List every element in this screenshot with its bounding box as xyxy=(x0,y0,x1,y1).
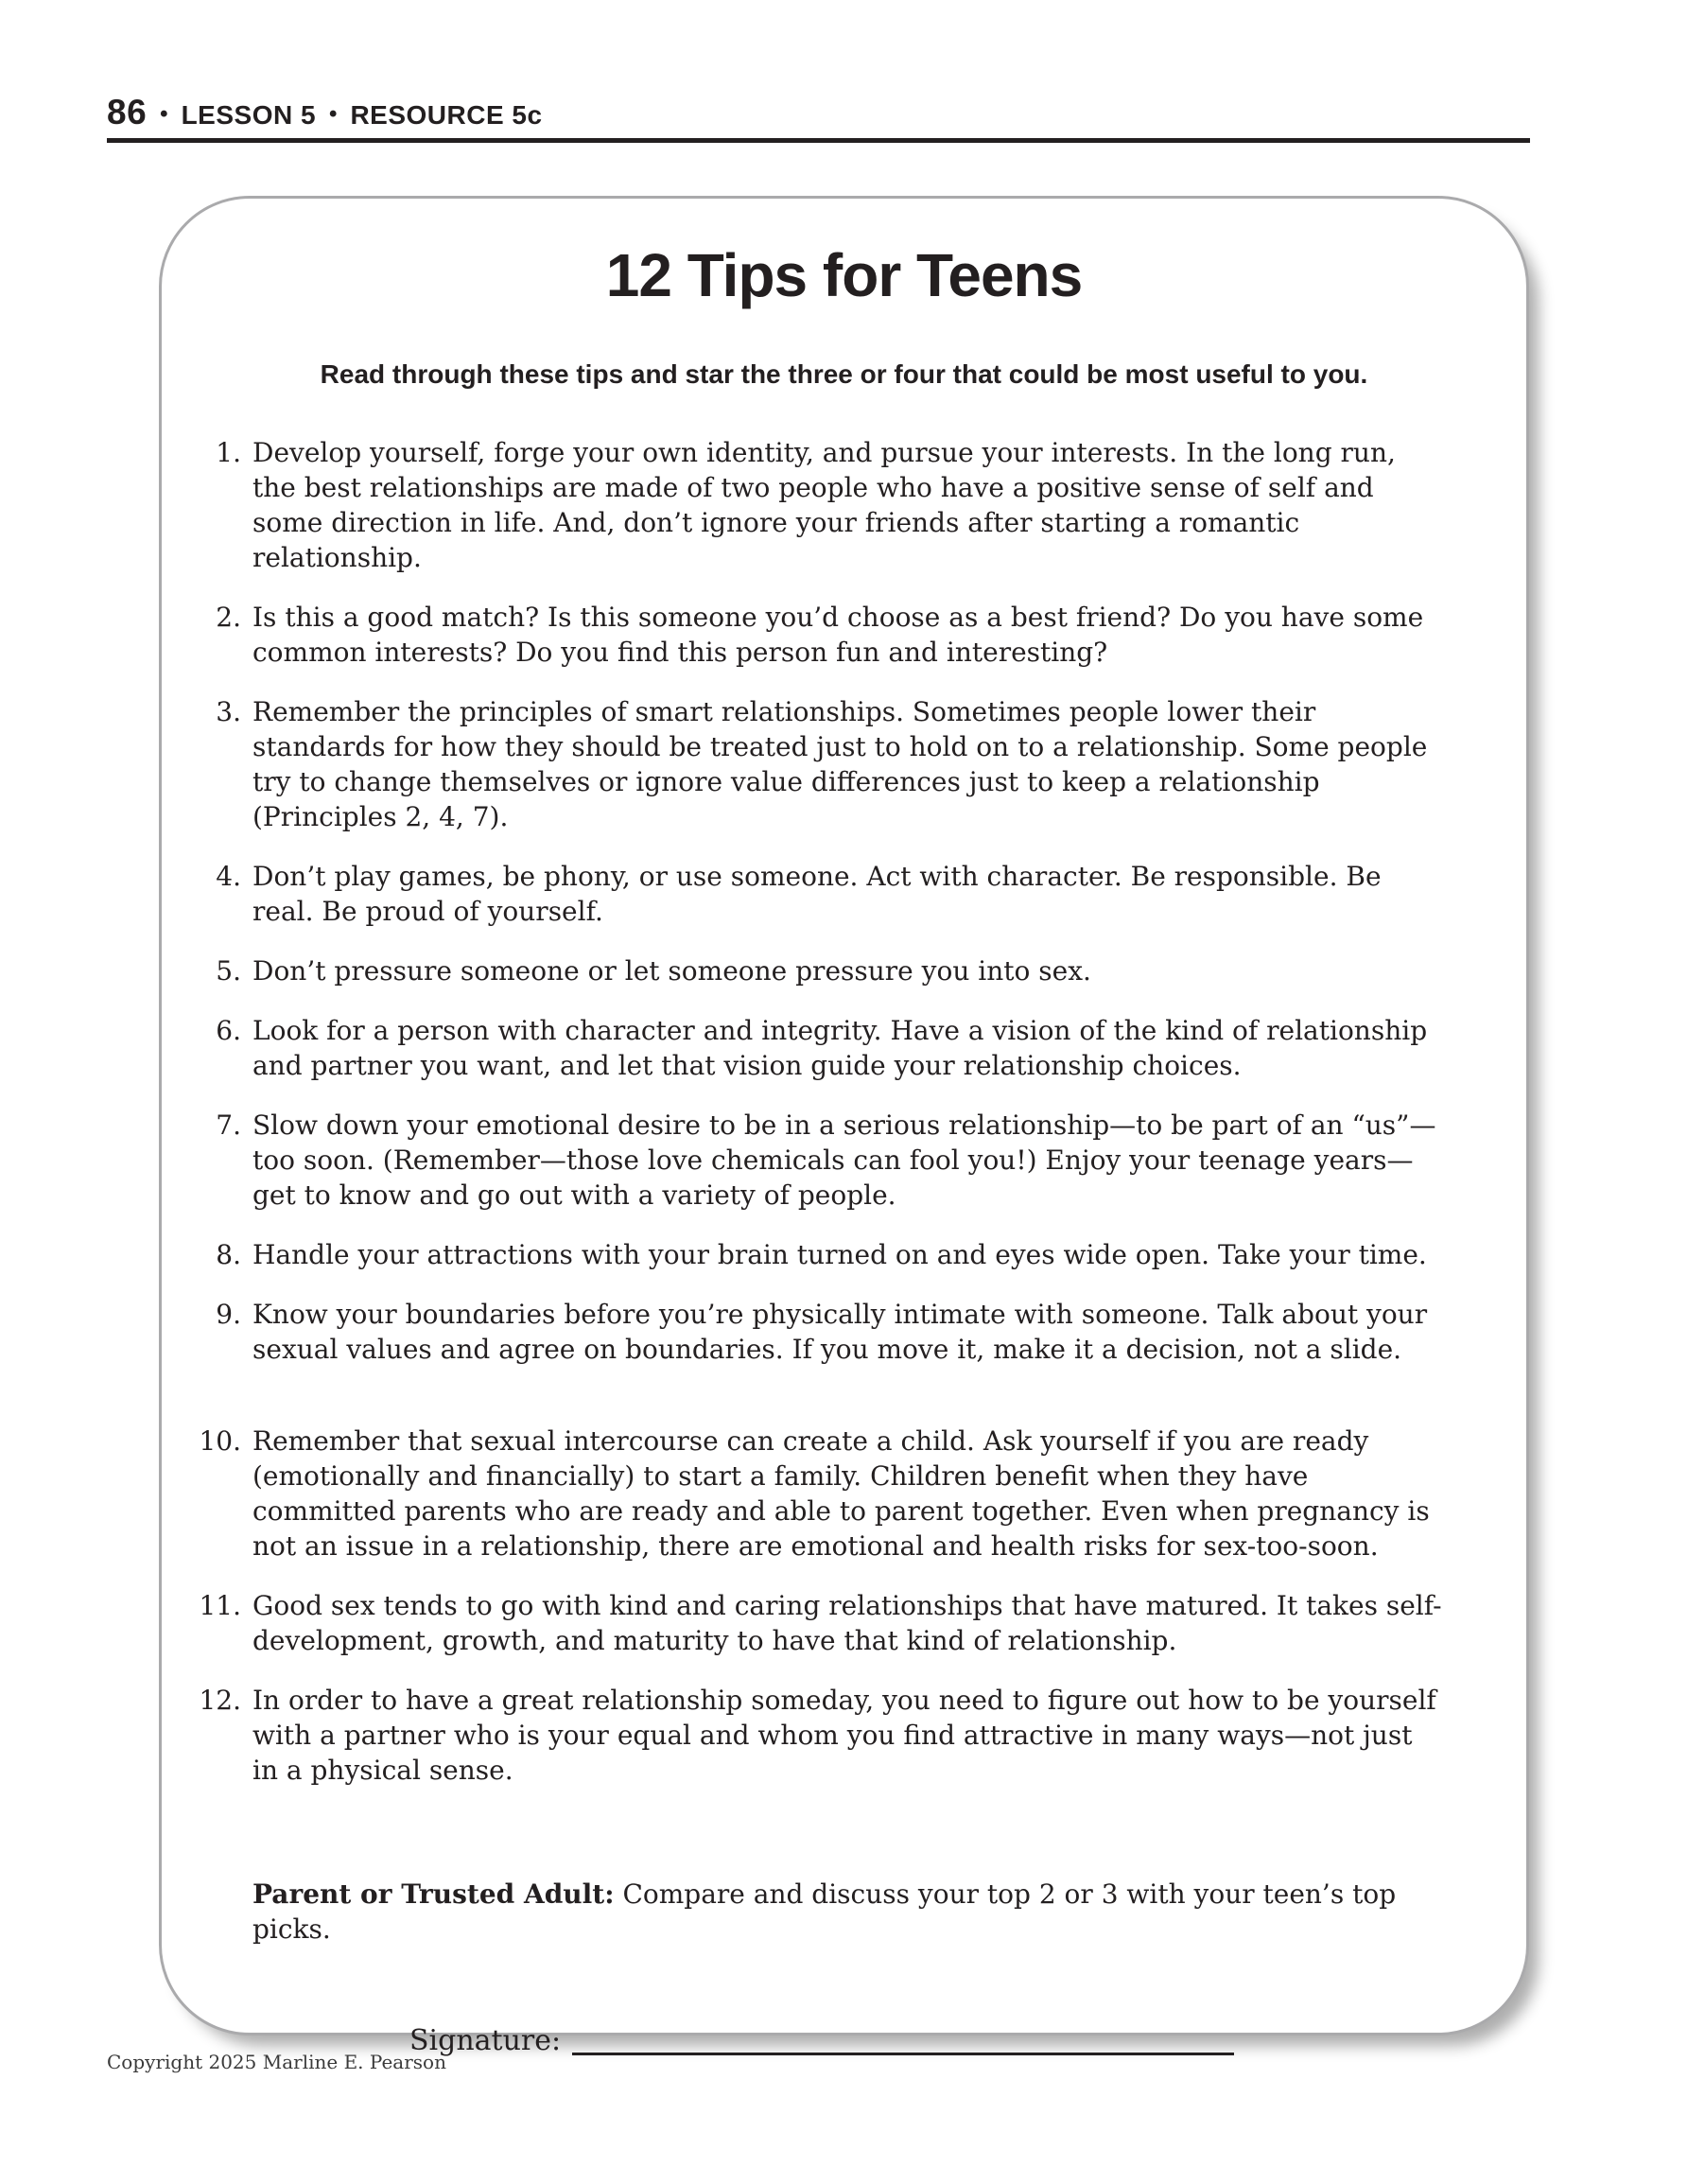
tip-item xyxy=(194,1588,1443,1658)
tip-text: Is this a good match? Is this someone you’d choose as a best friend? Do you have some common interests? Do you find this person fun and interesting? xyxy=(252,602,1424,668)
tip-number: 3. xyxy=(216,696,241,727)
tip-text: Handle your attractions with your brain turned on and eyes wide open. Take your time. xyxy=(252,1239,1427,1270)
signature-line xyxy=(572,2053,1234,2055)
resource-label: RESOURCE 5c xyxy=(350,100,543,130)
tip-text: Slow down your emotional desire to be in a serious relationship—to be part of an “us”—too soon. (Remember—those love chemicals can fool you!) Enjoy your teenage years—get to know and go out with a variety of people. xyxy=(252,1109,1436,1211)
tip-item xyxy=(194,859,1443,929)
worksheet-title: 12 Tips for Teens xyxy=(605,241,1083,309)
copyright-notice: Copyright 2025 Marline E. Pearson xyxy=(107,2051,446,2073)
tip-text: Don’t pressure someone or let someone pressure you into sex. xyxy=(252,955,1091,987)
tip-number: 7. xyxy=(216,1109,241,1141)
tip-item xyxy=(194,600,1443,670)
parent-note-text: Compare and discuss your top 2 or 3 with your teen’s top picks. xyxy=(252,1878,1397,1945)
tip-item xyxy=(194,1237,1443,1272)
tip-item xyxy=(194,1683,1443,1788)
lesson-label: LESSON 5 xyxy=(181,100,317,130)
header-rule xyxy=(107,138,1530,143)
tip-text: In order to have a great relationship someday, you need to figure out how to be yourself with a partner who is your equal and whom you find attractive in many ways—not just in a physical sense. xyxy=(252,1685,1436,1786)
tip-number: 2. xyxy=(216,602,241,633)
tip-number: 8. xyxy=(216,1239,241,1270)
tips-list xyxy=(194,435,1443,1788)
tip-item xyxy=(194,1424,1443,1564)
page-header xyxy=(107,93,543,132)
tip-item xyxy=(194,1013,1443,1083)
signature-label: Signature: xyxy=(409,2024,562,2057)
tip-text: Remember that sexual intercourse can create a child. Ask yourself if you are ready (emotionally and financially) to start a family. Children benefit when they have committed parents who are ready and able to parent together. Even when pregnancy is not an issue in a relationship, there are emotional and health risks for sex-too-soon. xyxy=(252,1425,1430,1562)
tip-number: 5. xyxy=(216,955,241,987)
tip-number: 4. xyxy=(216,861,241,892)
worksheet-card xyxy=(159,196,1529,2057)
tip-number: 6. xyxy=(216,1015,241,1046)
signature-row xyxy=(409,2024,1526,2057)
parent-note-label: Parent or Trusted Adult: xyxy=(252,1878,615,1910)
tip-text: Don’t play games, be phony, or use someone. Act with character. Be responsible. Be real. Be proud of yourself. xyxy=(252,861,1382,927)
tip-text: Look for a person with character and integrity. Have a vision of the kind of relationship and partner you want, and let that vision guide your relationship choices. xyxy=(252,1015,1428,1081)
tip-item xyxy=(194,435,1443,575)
tip-item xyxy=(194,1108,1443,1213)
page-number: 86 xyxy=(107,93,148,131)
tip-text: Know your boundaries before you’re physically intimate with someone. Talk about your sexual values and agree on boundaries. If you move it, make it a decision, not a slide. xyxy=(252,1299,1428,1365)
tip-number: 1. xyxy=(216,437,241,468)
bullet-separator-icon: • xyxy=(160,101,168,127)
tip-item xyxy=(194,953,1443,988)
parent-note xyxy=(252,1877,1443,1947)
tip-number: 9. xyxy=(216,1299,241,1330)
tip-number: 12. xyxy=(199,1685,241,1716)
tip-number: 11. xyxy=(199,1590,241,1621)
tip-item xyxy=(194,694,1443,834)
tip-number: 10. xyxy=(199,1425,241,1457)
tip-text: Develop yourself, forge your own identity, and pursue your interests. In the long run, the best relationships are made of two people who have a positive sense of self and some direction in life. And, don’t ignore your friends after starting a romantic relationship. xyxy=(252,437,1396,573)
tip-item xyxy=(194,1297,1443,1367)
bullet-separator-icon: • xyxy=(329,101,338,127)
tip-text: Remember the principles of smart relationships. Sometimes people lower their standards for how they should be treated just to hold on to a relationship. Some people try to change themselves or ignore value differences just to keep a relationship (Principles 2, 4, 7). xyxy=(252,696,1428,832)
tip-text: Good sex tends to go with kind and caring relationships that have matured. It takes self-development, growth, and maturity to have that kind of relationship. xyxy=(252,1590,1442,1656)
worksheet-instructions: Read through these tips and star the three or four that could be most useful to you. xyxy=(320,359,1368,389)
